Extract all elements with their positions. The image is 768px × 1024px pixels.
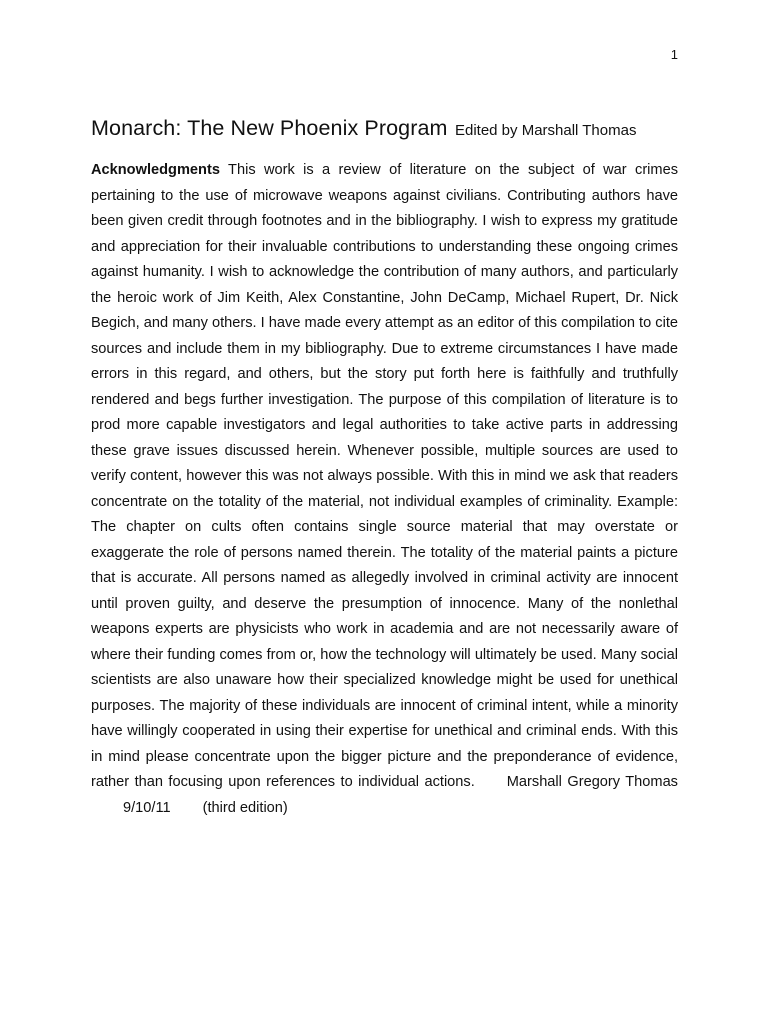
signature-date: 9/10/11 (123, 799, 171, 816)
document-subtitle: Edited by Marshall Thomas (454, 122, 637, 139)
acknowledgments-paragraph (91, 158, 678, 821)
signature: Marshall Gregory Thomas (506, 774, 678, 790)
title-line (91, 116, 691, 141)
document-title: Monarch: The New Phoenix Program (91, 116, 448, 140)
page-number: 1 (670, 47, 678, 62)
acknowledgments-text: This work is a review of literature on the subject of war crimes pertaining to the use of microwave weapons against civilians. Contributing authors have been given credit through footnotes and in the bibliography. I wish to express my gratitude and appreciation for their invaluable contributions to understanding these ongoing crimes against humanity. I wish to acknowledge the contribution of many authors, and particularly the heroic work of Jim Keith, Alex Constantine, John DeCamp, Michael Rupert, Dr. Nick Begich, and many others. I have made every attempt as an editor of this compilation to cite sources and include them in my bibliography. Due to extreme circumstances I have made errors in this regard, and others, but the story put forth here is faithfully and truthfully rendered and begs further investigation. The purpose of this compilation of literature is to prod more capable investigators and legal authorities to take active parts in addressing these grave issues discussed herein. Whenever possible, multiple sources are used to verify content, however this was not always possible. With this in mind we ask that readers concentrate on the totality of the material, not individual examples of criminality. Example: The chapter on cults often contains single source material that may overstate or exaggerate the role of persons named therein. The totality of the material paints a picture that is accurate. All persons named as allegedly involved in criminal activity are innocent until proven guilty, and deserve the presumption of innocence. Many of the nonlethal weapons experts are physicists who work in academia and are not necessarily aware of where their funding comes from or, how the technology will ultimately be used. Many social scientists are also unaware how their specialized knowledge might be used for unethical purposes. The majority of these individuals are innocent of criminal intent, while a minority have willingly cooperated in using their expertise for unethical and criminal ends. With this in mind please concentrate upon the bigger picture and the preponderance of evidence, rather than focusing upon references to individual actions. (91, 162, 678, 790)
acknowledgments-heading: Acknowledgments (91, 162, 220, 178)
edition-note: (third edition) (202, 799, 288, 816)
